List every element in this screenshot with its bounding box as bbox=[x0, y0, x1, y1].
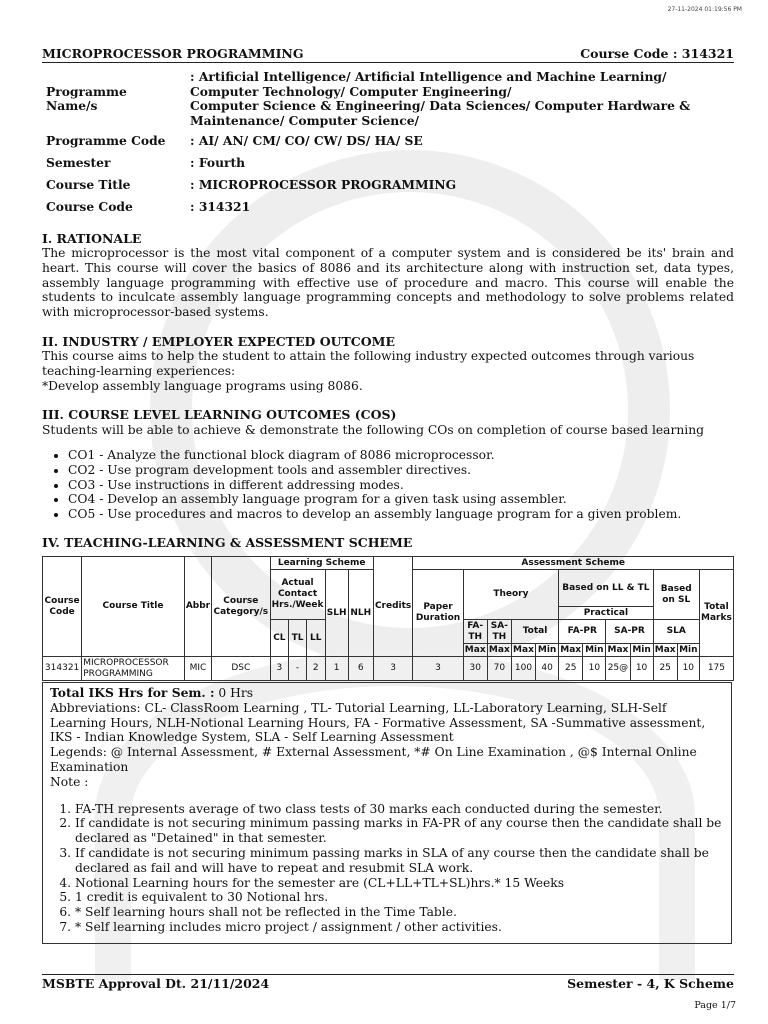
abbreviations-text: Abbreviations: CL- ClassRoom Learning , TL- Tutorial Learning, LL-Laboratory Learning, SLH-Self Learning Hours, NLH-Notional Learning Hours, FA - Formative Assessment, SA -Summative assessment, IKS - Indian Knowledge System, SLA - Self Learning Assessment bbox=[50, 700, 706, 745]
programme-code-label: Programme Code bbox=[46, 132, 166, 148]
cell-fa-th-max: 30 bbox=[463, 657, 487, 681]
col-slh: SLH bbox=[325, 570, 348, 657]
semester-value: : Fourth bbox=[190, 154, 246, 170]
col-course-code: Course Code bbox=[43, 557, 82, 657]
rationale-text: The microprocessor is the most vital component of a computer system and is considered be its' brain and heart. This course will cover the basics of 8086 and its architecture along with instruction set, data types, assembly language programming with effective use of procedure and macro. This course will enable the students to inculcate assembly language programming concepts and methodology to solve problems related with microprocessor-based systems. bbox=[42, 246, 734, 320]
based-sl-header: Based on SL bbox=[653, 570, 699, 620]
cell-slh: 1 bbox=[325, 657, 348, 681]
list-item: • CO1 - Analyze the functional block diagram of 8086 microprocessor. bbox=[68, 448, 681, 463]
cell-course-code: 314321 bbox=[43, 657, 82, 681]
page-footer bbox=[42, 974, 734, 991]
max-header: Max bbox=[654, 644, 676, 655]
course-code-label: Course Code bbox=[46, 198, 133, 214]
cell-total-max: 100 bbox=[511, 657, 535, 681]
course-title-value: : MICROPROCESSOR PROGRAMMING bbox=[190, 176, 457, 192]
header-course-title: MICROPROCESSOR PROGRAMMING bbox=[42, 46, 304, 61]
page-number: Page 1/7 bbox=[694, 1000, 736, 1011]
cell-ll: 2 bbox=[306, 657, 325, 681]
list-item: • CO5 - Use procedures and macros to develop an assembly language program for a given problem. bbox=[68, 507, 681, 522]
industry-outcome-text: This course aims to help the student to attain the following industry expected outcomes through various teaching-learning experiences: *Develop assembly language programs using 8086. bbox=[42, 349, 695, 393]
col-tl: TL bbox=[289, 620, 307, 657]
cell-cl: 3 bbox=[270, 657, 289, 681]
semester-label: Semester bbox=[46, 154, 111, 170]
cos-heading: III. COURSE LEVEL LEARNING OUTCOMES (COS) bbox=[42, 407, 397, 422]
list-item: • CO4 - Develop an assembly language program for a given task using assembler. bbox=[68, 492, 681, 507]
col-fa-th: FA-TH bbox=[463, 620, 487, 644]
programme-name-row bbox=[42, 68, 734, 130]
actual-contact-header: Actual Contact Hrs./Week bbox=[270, 570, 325, 620]
min-header: Min bbox=[583, 644, 606, 657]
iks-hours bbox=[50, 686, 725, 701]
list-item: 1. FA-TH represents average of two class tests of 30 marks each conducted during the semester. bbox=[75, 802, 725, 817]
industry-outcome-heading: II. INDUSTRY / EMPLOYER EXPECTED OUTCOME bbox=[42, 334, 395, 349]
col-sa-pr: SA-PR bbox=[606, 620, 653, 644]
course-code-value: : 314321 bbox=[190, 198, 251, 214]
cell-paper-duration: 3 bbox=[413, 657, 463, 681]
list-item: 7. * Self learning includes micro project / assignment / other activities. bbox=[75, 920, 725, 935]
cos-list bbox=[42, 448, 681, 522]
programme-code-row bbox=[42, 130, 734, 152]
list-item: 4. Notional Learning hours for the semester are (CL+LL+TL+SL)hrs.* 15 Weeks bbox=[75, 876, 725, 891]
legends-text: Legends: @ Internal Assessment, # External Assessment, *# On Line Examination , @$ Internal Online Examination bbox=[50, 745, 697, 774]
max-header: Max bbox=[560, 644, 582, 655]
notes-list bbox=[50, 802, 725, 935]
footer-approval: MSBTE Approval Dt. 21/11/2024 bbox=[42, 976, 270, 991]
col-credits: Credits bbox=[373, 557, 413, 657]
cell-sla-min: 10 bbox=[677, 657, 699, 681]
min-header: Min bbox=[536, 644, 559, 657]
cell-total-marks: 175 bbox=[699, 657, 733, 681]
programme-code-value: : AI/ AN/ CM/ CO/ CW/ DS/ HA/ SE bbox=[190, 132, 423, 148]
list-item: • CO3 - Use instructions in different addressing modes. bbox=[68, 478, 681, 493]
cell-fa-pr-min: 10 bbox=[583, 657, 606, 681]
col-cl: CL bbox=[270, 620, 289, 657]
list-item: 3. If candidate is not securing minimum passing marks in SLA of any course then the candidate shall be declared as fail and will have to repeat and resubmit SLA work. bbox=[75, 846, 725, 876]
col-category: Course Category/s bbox=[212, 557, 270, 657]
col-fa-pr: FA-PR bbox=[559, 620, 606, 644]
cos-intro: Students will be able to achieve & demonstrate the following COs on completion of course based learning bbox=[42, 423, 705, 437]
programme-name-value: : Artificial Intelligence/ Artificial Intelligence and Machine Learning/ Computer Technology/ Computer Engineering/ Computer Science & Engineering/ Data Sciences/ Computer Hardware & Maintenance/ Computer Science/ bbox=[190, 69, 691, 128]
cell-sla-max: 25 bbox=[653, 657, 677, 681]
max-header: Max bbox=[513, 644, 534, 655]
cell-category: DSC bbox=[212, 657, 270, 681]
practical-header: Practical bbox=[559, 607, 653, 620]
table-row bbox=[43, 657, 734, 681]
teaching-assessment-table bbox=[42, 556, 734, 681]
col-abbr: Abbr bbox=[184, 557, 211, 657]
course-title-row bbox=[42, 174, 734, 196]
cell-tl: - bbox=[289, 657, 307, 681]
course-info-table bbox=[42, 68, 734, 218]
cell-nlh: 6 bbox=[348, 657, 373, 681]
min-header: Min bbox=[630, 644, 653, 657]
print-timestamp: 27-11-2024 01:19:56 PM bbox=[667, 6, 742, 13]
cell-abbr: MIC bbox=[184, 657, 211, 681]
cell-total-min: 40 bbox=[536, 657, 559, 681]
course-code-row bbox=[42, 196, 734, 218]
cell-sa-th-max: 70 bbox=[487, 657, 511, 681]
col-sla: SLA bbox=[653, 620, 699, 644]
theory-header: Theory bbox=[463, 570, 558, 620]
note-label: Note : bbox=[50, 774, 89, 789]
semester-row bbox=[42, 152, 734, 174]
col-paper-duration: Paper Duration bbox=[413, 570, 463, 657]
footer-semester: Semester - 4, K Scheme bbox=[567, 976, 734, 991]
iks-label: Total IKS Hrs for Sem. : bbox=[50, 685, 215, 700]
col-sa-th: SA-TH bbox=[487, 620, 511, 644]
course-title-label: Course Title bbox=[46, 176, 131, 192]
header-course-code: Course Code : 314321 bbox=[580, 46, 734, 61]
list-item: • CO2 - Use program development tools and assembler directives. bbox=[68, 463, 681, 478]
cell-sa-pr-min: 10 bbox=[630, 657, 653, 681]
programme-name-label: Programme Name/s bbox=[46, 83, 127, 113]
list-item: 2. If candidate is not securing minimum passing marks in FA-PR of any course then the candidate shall be declared as "Detained" in that semester. bbox=[75, 816, 725, 846]
max-header: Max bbox=[607, 644, 629, 655]
col-course-title: Course Title bbox=[82, 557, 185, 657]
col-ll: LL bbox=[306, 620, 325, 657]
assessment-scheme-header: Assessment Scheme bbox=[413, 557, 734, 570]
page-header bbox=[42, 46, 734, 63]
min-header: Min bbox=[679, 644, 698, 655]
max-header: Max bbox=[488, 644, 510, 655]
based-ll-tl-header: Based on LL & TL bbox=[559, 570, 653, 607]
notes-box bbox=[42, 682, 732, 944]
col-total-marks: Total Marks bbox=[699, 570, 733, 657]
cell-credits: 3 bbox=[373, 657, 413, 681]
list-item: 6. * Self learning hours shall not be reflected in the Time Table. bbox=[75, 905, 725, 920]
learning-scheme-header: Learning Scheme bbox=[270, 557, 373, 570]
rationale-heading: I. RATIONALE bbox=[42, 231, 142, 246]
col-total: Total bbox=[511, 620, 558, 644]
cell-fa-pr-max: 25 bbox=[559, 657, 583, 681]
list-item: 5. 1 credit is equivalent to 30 Notional hrs. bbox=[75, 890, 725, 905]
cell-course-title: MICROPROCESSOR PROGRAMMING bbox=[82, 657, 185, 681]
cell-sa-pr-max: 25@ bbox=[606, 657, 630, 681]
tla-heading: IV. TEACHING-LEARNING & ASSESSMENT SCHEME bbox=[42, 535, 413, 550]
iks-value: 0 Hrs bbox=[214, 686, 254, 700]
max-header: Max bbox=[464, 644, 486, 655]
col-nlh: NLH bbox=[348, 570, 373, 657]
